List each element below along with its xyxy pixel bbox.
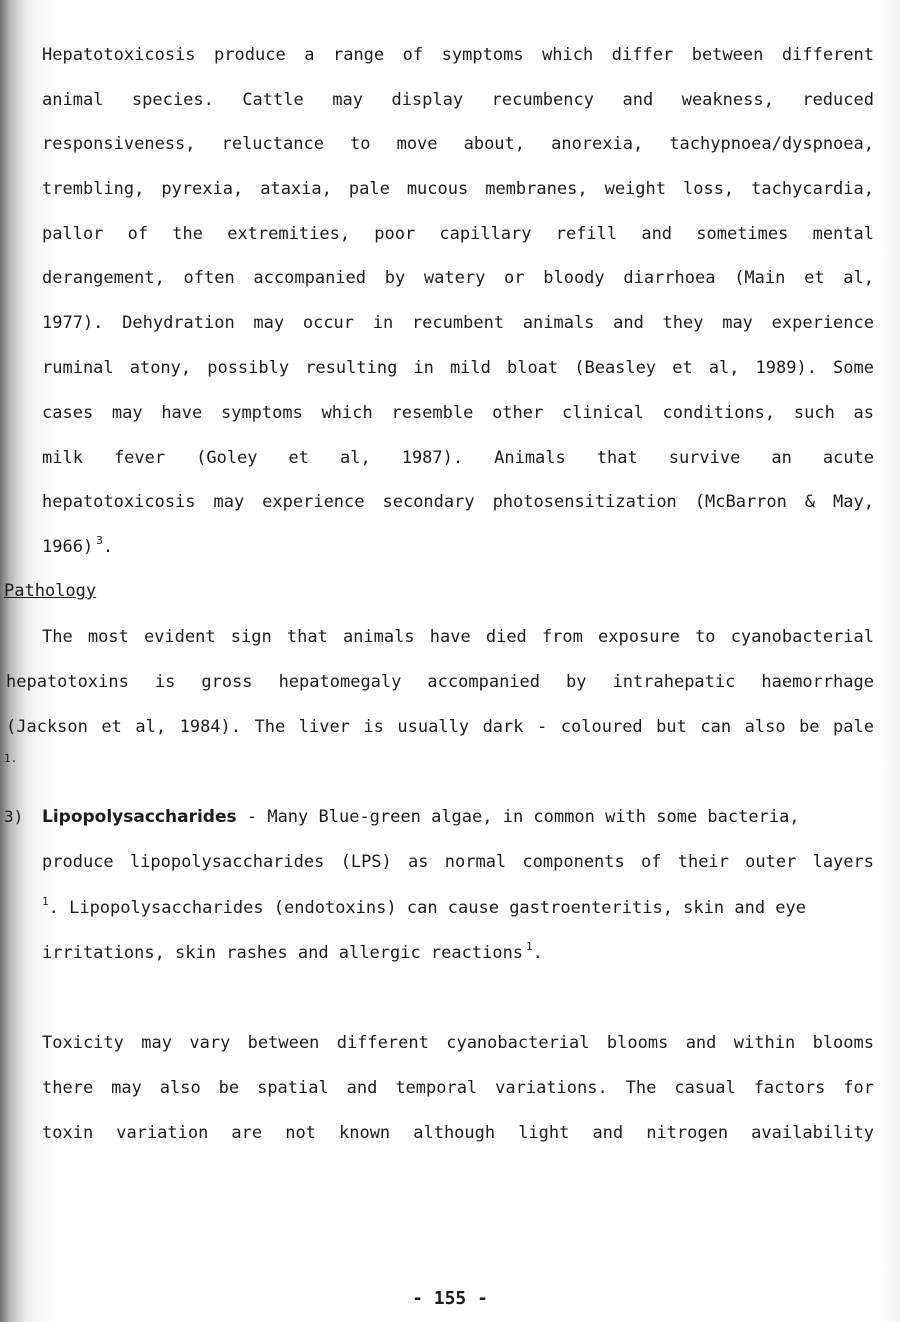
paragraph1-line: 1977). Dehydration may occur in recumbent animals and they may experience	[42, 313, 874, 333]
paragraph1-line: responsiveness, reluctance to move about, anorexia, tachypnoea/dyspnoea,	[42, 134, 874, 154]
paragraph1-line: cases may have symptoms which resemble other clinical conditions, such as	[42, 403, 874, 423]
citation-year: 1966)	[42, 537, 94, 557]
footnote-ref: 1	[42, 895, 49, 908]
toxicity-line: Toxicity may vary between different cyanobacterial blooms and within blooms	[42, 1033, 874, 1053]
lps-line-4-text: irritations, skin rashes and allergic reactions	[42, 943, 524, 963]
period: .	[10, 752, 18, 765]
paragraph1-line: ruminal atony, possibly resulting in mild bloat (Beasley et al, 1989). Some	[42, 358, 874, 378]
paragraph1-line: derangement, often accompanied by watery or bloody diarrhoea (Main et al,	[42, 268, 874, 288]
pathology-heading: Pathology	[4, 581, 97, 601]
lps-line-4	[42, 942, 874, 966]
lps-line-3	[42, 897, 874, 921]
paragraph1-line: Hepatotoxicosis produce a range of symptoms which differ between different	[42, 45, 874, 65]
paragraph1-last-line	[42, 536, 874, 560]
paragraph1-line: trembling, pyrexia, ataxia, pale mucous membranes, weight loss, tachycardia,	[42, 179, 874, 199]
lps-line-1	[42, 806, 874, 828]
pathology-line: hepatotoxins is gross hepatomegaly accompanied by intrahepatic haemorrhage	[6, 672, 874, 692]
lps-line-3-text: . Lipopolysaccharides (endotoxins) can cause gastroenteritis, skin and eye	[48, 898, 807, 918]
paragraph1-line: pallor of the extremities, poor capillary refill and sometimes mental	[42, 224, 874, 244]
period: .	[102, 537, 114, 557]
section-marker: 3)	[4, 807, 24, 826]
lps-line: produce lipopolysaccharides (LPS) as normal components of their outer layers	[42, 852, 874, 872]
pathology-trailing-ref	[4, 752, 836, 766]
footnote-ref: 1	[4, 752, 11, 765]
footnote-ref: 1	[526, 940, 533, 953]
lps-title: Lipopolysaccharides	[42, 807, 237, 827]
paragraph1-line: animal species. Cattle may display recumbency and weakness, reduced	[42, 90, 874, 110]
page-number: - 155 -	[412, 1288, 488, 1309]
toxicity-line: there may also be spatial and temporal variations. The casual factors for	[42, 1078, 874, 1098]
pathology-line: The most evident sign that animals have died from exposure to cyanobacterial	[42, 627, 874, 647]
period: .	[532, 943, 543, 963]
lps-line-1-text: - Many Blue-green algae, in common with some bacteria,	[236, 807, 800, 827]
toxicity-line: toxin variation are not known although light and nitrogen availability	[42, 1123, 874, 1143]
footnote-ref: 3	[96, 534, 103, 547]
paragraph1-line: hepatotoxicosis may experience secondary photosensitization (McBarron & May,	[42, 492, 874, 512]
pathology-line: (Jackson et al, 1984). The liver is usually dark - coloured but can also be pale	[6, 717, 874, 737]
paragraph1-line: milk fever (Goley et al, 1987). Animals that survive an acute	[42, 448, 874, 468]
